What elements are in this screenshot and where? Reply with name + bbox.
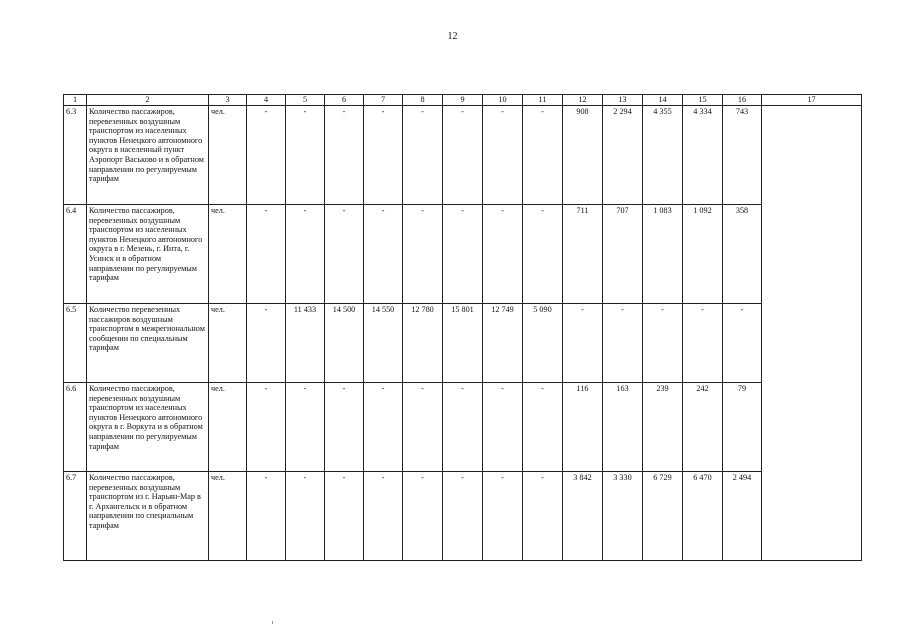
table-cell: 3 330	[603, 472, 643, 561]
table-row	[64, 383, 862, 472]
header-cell: 3	[209, 95, 247, 106]
header-cell: 15	[683, 95, 723, 106]
header-cell: 4	[247, 95, 286, 106]
table-cell: -	[286, 383, 325, 472]
note-cell	[762, 383, 862, 472]
table-cell: 239	[643, 383, 683, 472]
table-cell: 2 294	[603, 106, 643, 205]
row-code: 6.5	[64, 304, 87, 383]
row-code: 6.3	[64, 106, 87, 205]
header-cell: 9	[443, 95, 483, 106]
row-code: 6.4	[64, 205, 87, 304]
table-cell: -	[523, 205, 563, 304]
table-cell: -	[443, 383, 483, 472]
table-cell: -	[563, 304, 603, 383]
row-name: Количество пассажиров, перевезенных воздушным транспортом из населенных пунктов Ненецкого автономного округа в г. Воркута и в обратном направлении по регулируемым тарифам	[87, 383, 209, 472]
header-cell: 13	[603, 95, 643, 106]
table-cell: -	[364, 472, 403, 561]
table-cell: -	[403, 472, 443, 561]
table-cell: -	[443, 106, 483, 205]
header-cell: 5	[286, 95, 325, 106]
header-cell: 8	[403, 95, 443, 106]
header-cell: 11	[523, 95, 563, 106]
table-cell: 1 083	[643, 205, 683, 304]
table-cell: 743	[723, 106, 762, 205]
header-cell: 16	[723, 95, 762, 106]
header-cell: 2	[87, 95, 209, 106]
table-cell: -	[443, 205, 483, 304]
note-cell	[762, 205, 862, 304]
table-row	[64, 106, 862, 205]
table-cell: -	[325, 205, 364, 304]
table-cell: 707	[603, 205, 643, 304]
table-cell: 12 749	[483, 304, 523, 383]
table-cell: -	[325, 106, 364, 205]
table-cell: -	[723, 304, 762, 383]
table-cell: -	[483, 472, 523, 561]
scan-mark	[272, 621, 273, 624]
header-cell: 1	[64, 95, 87, 106]
table-cell: 4 355	[643, 106, 683, 205]
table-cell: 1 092	[683, 205, 723, 304]
note-cell	[762, 472, 862, 561]
header-cell: 17	[762, 95, 862, 106]
table-row	[64, 205, 862, 304]
table-cell: -	[364, 383, 403, 472]
table-cell: -	[286, 472, 325, 561]
table-cell: 14 550	[364, 304, 403, 383]
header-cell: 7	[364, 95, 403, 106]
table-cell: 2 494	[723, 472, 762, 561]
table-cell: -	[286, 106, 325, 205]
table-cell: 242	[683, 383, 723, 472]
table-cell: -	[286, 205, 325, 304]
table-cell: 4 334	[683, 106, 723, 205]
table-cell: -	[364, 205, 403, 304]
note-cell	[762, 304, 862, 383]
table-cell: -	[247, 205, 286, 304]
table-cell: -	[325, 472, 364, 561]
header-cell: 12	[563, 95, 603, 106]
row-unit: чел.	[209, 205, 247, 304]
table-cell: 3 842	[563, 472, 603, 561]
table-cell: 11 433	[286, 304, 325, 383]
table-cell: 711	[563, 205, 603, 304]
table-cell: -	[403, 383, 443, 472]
row-unit: чел.	[209, 472, 247, 561]
table-cell: -	[325, 383, 364, 472]
page-number: 12	[447, 31, 458, 42]
table-cell: -	[483, 205, 523, 304]
row-name: Количество перевезенных пассажиров воздушным транспортом в межрегиональном сообщении по специальным тарифам	[87, 304, 209, 383]
table-cell: -	[403, 205, 443, 304]
table-row	[64, 472, 862, 561]
data-table	[63, 94, 862, 561]
header-cell: 10	[483, 95, 523, 106]
table-row	[64, 304, 862, 383]
table-cell: -	[364, 106, 403, 205]
table-cell: -	[443, 472, 483, 561]
table-cell: 163	[603, 383, 643, 472]
header-cell: 6	[325, 95, 364, 106]
row-name: Количество пассажиров, перевезенных воздушным транспортом из г. Нарьян-Мар в г. Архангельск и в обратном направлении по специальным тарифам	[87, 472, 209, 561]
row-code: 6.7	[64, 472, 87, 561]
table-cell: -	[247, 472, 286, 561]
table-cell: -	[683, 304, 723, 383]
table-cell: -	[603, 304, 643, 383]
table-cell: -	[643, 304, 683, 383]
table-cell: 5 090	[523, 304, 563, 383]
header-cell: 14	[643, 95, 683, 106]
table-cell: 116	[563, 383, 603, 472]
table-cell: -	[247, 383, 286, 472]
row-code: 6.6	[64, 383, 87, 472]
table-cell: 12 780	[403, 304, 443, 383]
header-row	[64, 95, 862, 106]
table-cell: -	[523, 472, 563, 561]
row-name: Количество пассажиров, перевезенных воздушным транспортом из населенных пунктов Ненецкого автономного округа в населенный пункт Аэропорт Васьково и в обратном направлении по регулируемым тарифам	[87, 106, 209, 205]
table-cell: -	[247, 106, 286, 205]
row-unit: чел.	[209, 383, 247, 472]
table-cell: -	[483, 383, 523, 472]
note-cell	[762, 106, 862, 205]
row-name: Количество пассажиров, перевезенных воздушным транспортом из населенных пунктов Ненецкого автономного округа в г. Мезень, г. Инта, г. Усинск и в обратном направлении по регулируемым тарифам	[87, 205, 209, 304]
table-cell: -	[247, 304, 286, 383]
table-cell: 908	[563, 106, 603, 205]
table-cell: 6 470	[683, 472, 723, 561]
row-unit: чел.	[209, 106, 247, 205]
table-cell: -	[523, 106, 563, 205]
table-cell: 15 801	[443, 304, 483, 383]
table-cell: 6 729	[643, 472, 683, 561]
table-cell: -	[483, 106, 523, 205]
table-cell: -	[403, 106, 443, 205]
table-cell: -	[523, 383, 563, 472]
table-cell: 79	[723, 383, 762, 472]
row-unit: чел.	[209, 304, 247, 383]
table-cell: 358	[723, 205, 762, 304]
table-cell: 14 500	[325, 304, 364, 383]
